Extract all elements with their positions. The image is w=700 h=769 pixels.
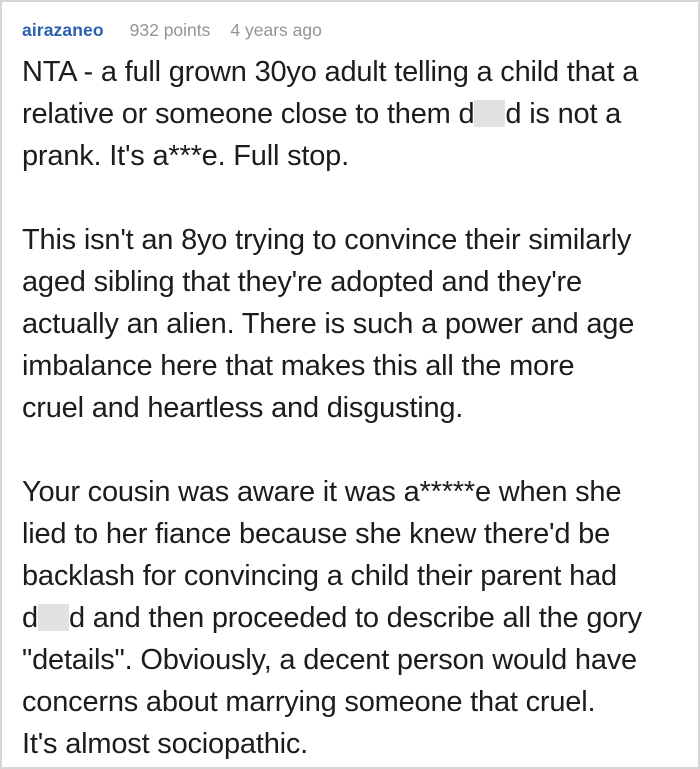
comment-text: d is not a: [505, 98, 622, 130]
comment-text: This isn't an 8yo trying to convince their similarly: [22, 224, 632, 256]
comment-text: actually an alien. There is such a power and age: [22, 308, 635, 340]
redaction-box: [38, 604, 69, 631]
comment-text: backlash for convincing a child their parent had: [22, 560, 617, 592]
comment-line: [22, 93, 680, 135]
comment-text: prank. It's a***e. Full stop.: [22, 140, 349, 172]
comment-text: "details". Obviously, a decent person would have: [22, 644, 637, 676]
comment-text: cruel and heartless and disgusting.: [22, 392, 464, 424]
comment-line: [22, 723, 680, 765]
comment-header: [22, 20, 680, 40]
comment-text: NTA - a full grown 30yo adult telling a child that a: [22, 56, 639, 88]
comment-line: [22, 135, 680, 177]
comment-text: concerns about marrying someone that cruel.: [22, 686, 596, 718]
comment-text: It's almost sociopathic.: [22, 728, 309, 760]
comment-text: lied to her fiance because she knew there'd be: [22, 518, 611, 550]
comment-line: [22, 681, 680, 723]
comment-paragraph: [22, 471, 680, 765]
comment-text: imbalance here that makes this all the more: [22, 350, 575, 382]
redaction-box: [474, 100, 505, 127]
comment-line: [22, 303, 680, 345]
username-link[interactable]: airazaneo: [22, 20, 104, 40]
comment-line: [22, 471, 680, 513]
points-label: 932 points: [129, 20, 211, 40]
comment-line: [22, 639, 680, 681]
comment-line: [22, 219, 680, 261]
comment-text: relative or someone close to them d: [22, 98, 475, 130]
comment-text: Your cousin was aware it was a*****e when she: [22, 476, 622, 508]
comment-line: [22, 51, 680, 93]
timestamp-label: 4 years ago: [230, 20, 322, 40]
comment-text: aged sibling that they're adopted and they're: [22, 266, 582, 298]
comment-line: [22, 345, 680, 387]
comment-line: [22, 555, 680, 597]
comment-line: [22, 513, 680, 555]
comment-line: [22, 261, 680, 303]
comment-body: [22, 51, 680, 765]
comment-line: [22, 387, 680, 429]
comment-text: d: [22, 602, 38, 634]
comment-paragraph: [22, 51, 680, 177]
comment-line: [22, 597, 680, 639]
comment-paragraph: [22, 219, 680, 429]
comment-text: d and then proceeded to describe all the gory: [68, 602, 642, 634]
